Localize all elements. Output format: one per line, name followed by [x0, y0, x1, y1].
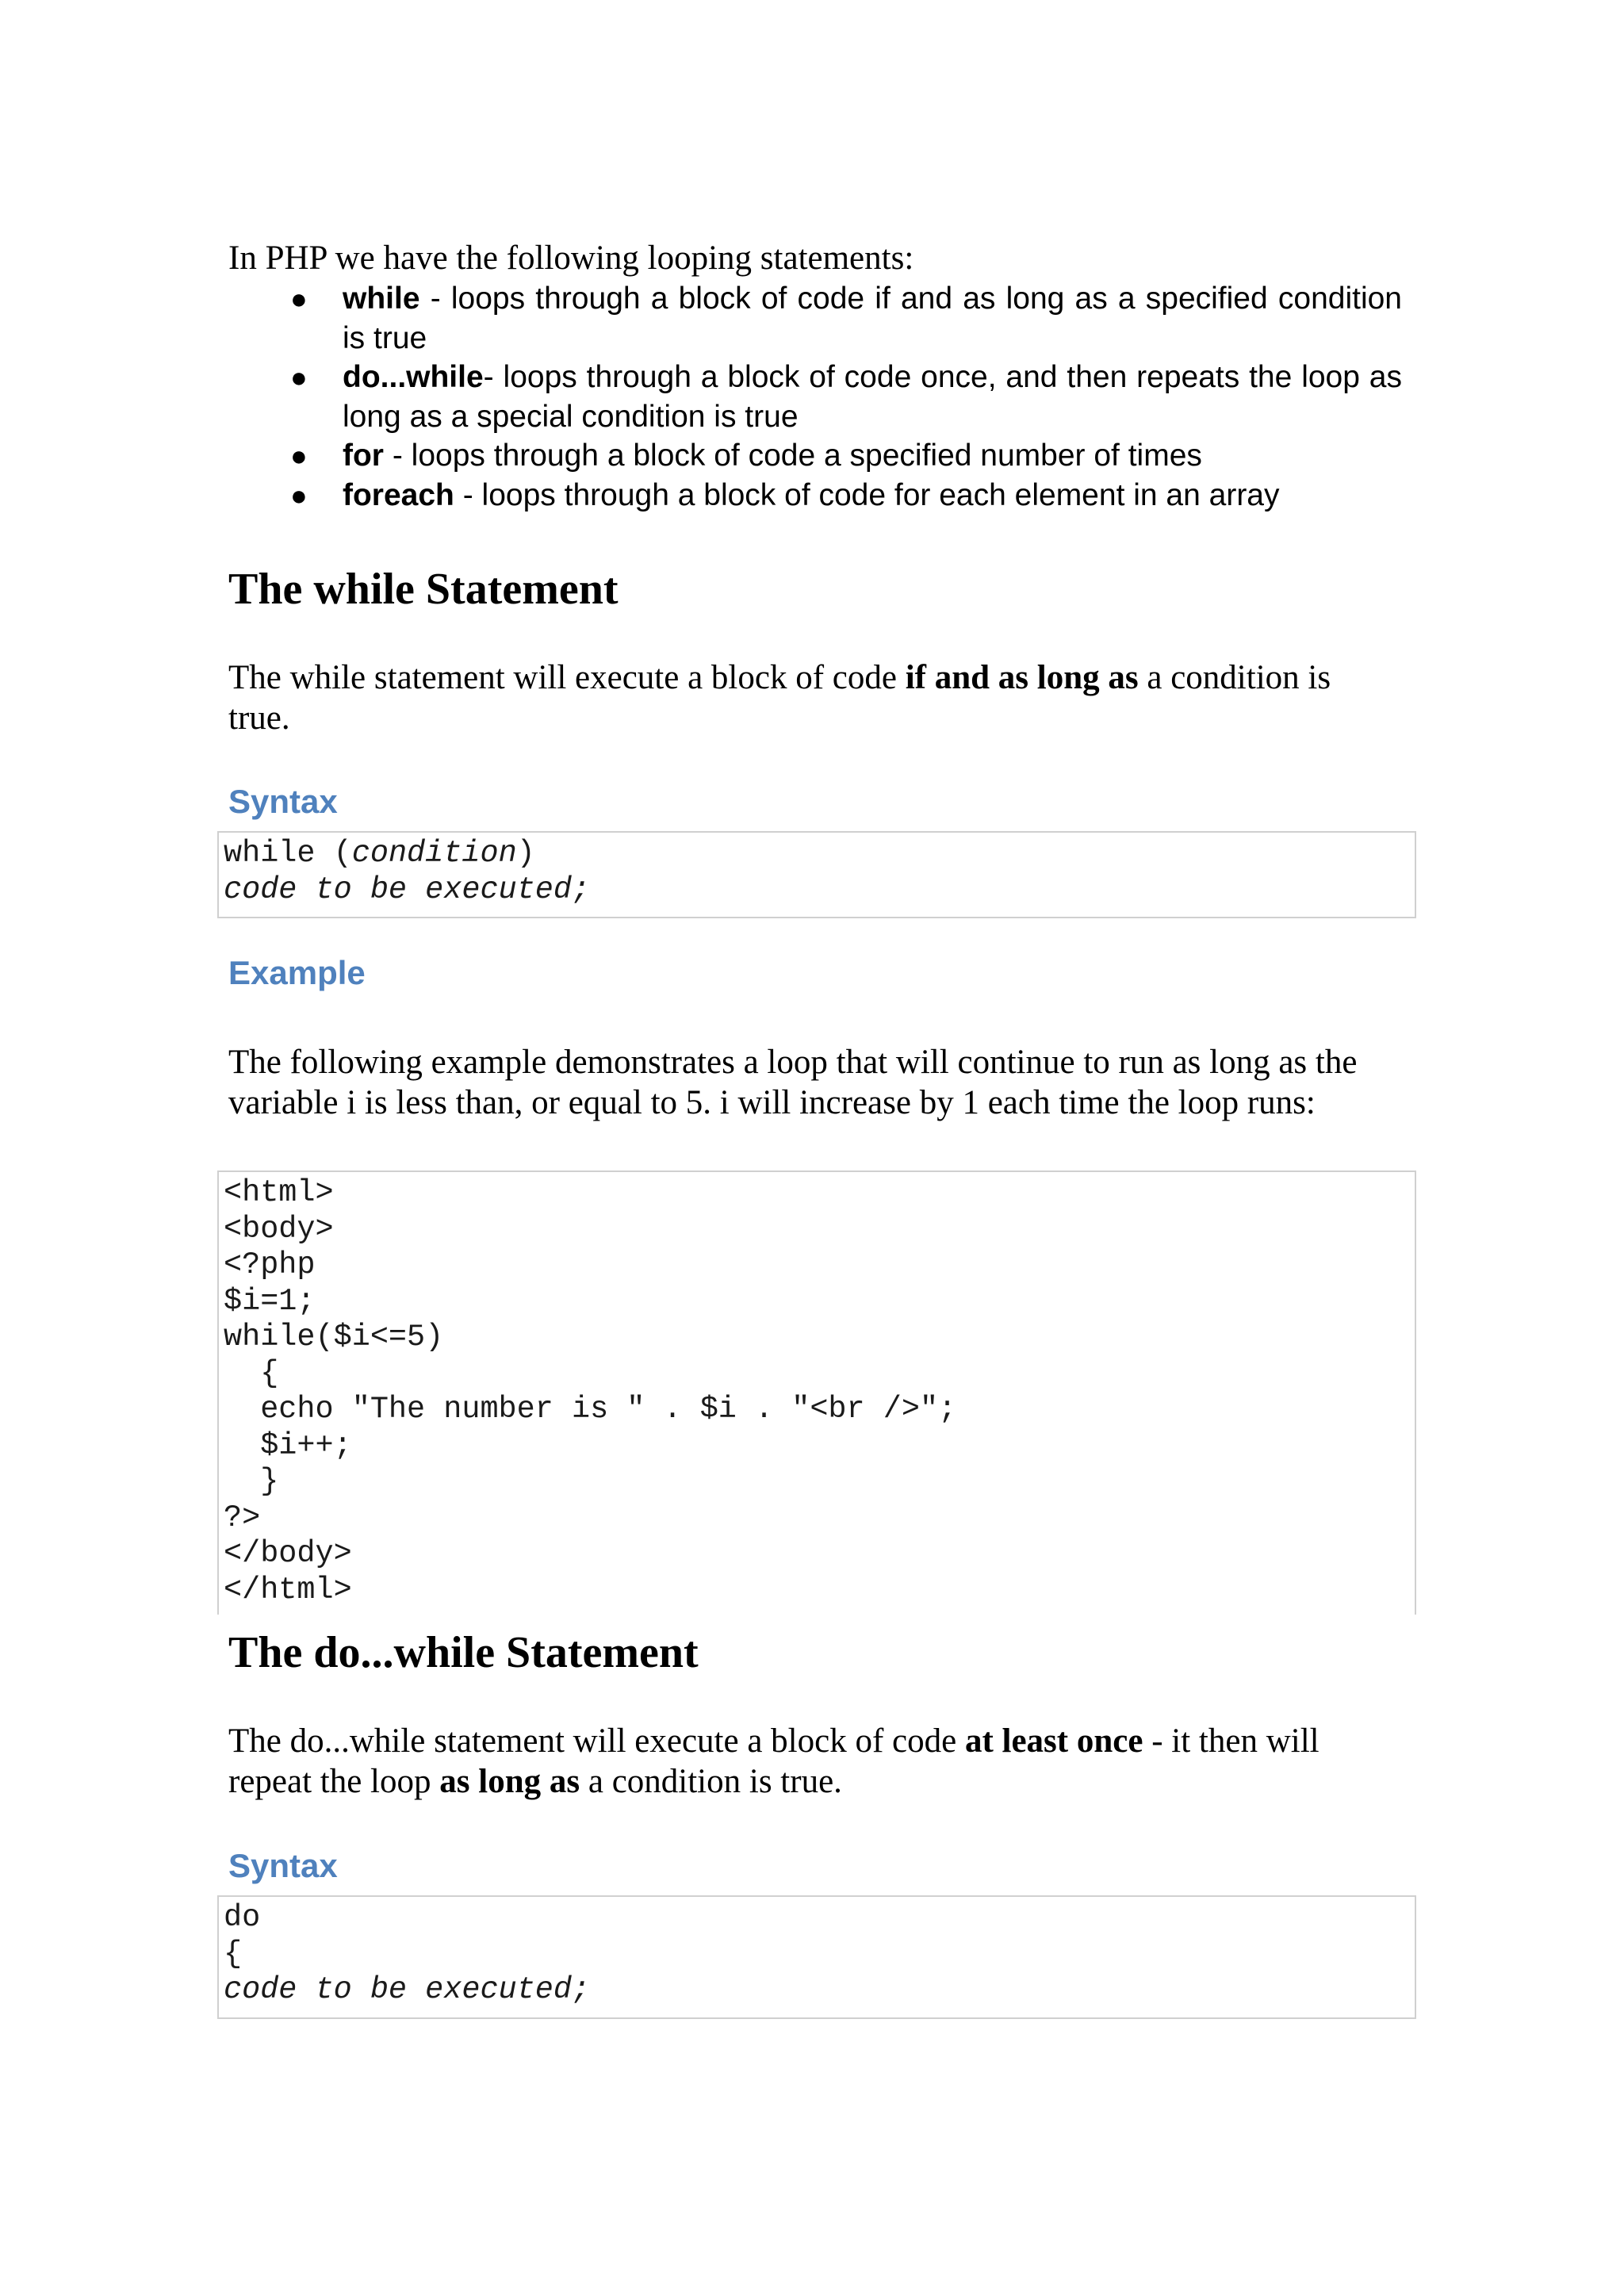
list-item: ● do...while- loops through a block of code once, and then repeats the loop as long as a special condition is true: [228, 358, 1402, 436]
code-line: do: [224, 1900, 261, 1935]
dowhile-heading: The do...while Statement: [228, 1628, 699, 1677]
loop-list: [228, 279, 1402, 515]
code-line: {: [224, 1936, 243, 1971]
list-item: ● foreach - loops through a block of code for each element in an array: [228, 476, 1402, 515]
bullet-icon: ●: [290, 361, 308, 393]
bullet-icon: ●: [290, 439, 308, 472]
dowhile-syntax-code: [217, 1895, 1416, 2019]
code-line: code to be executed;: [224, 1972, 591, 2007]
code-line: while (condition): [224, 836, 535, 871]
while-syntax-code: [217, 831, 1416, 918]
intro-text: In PHP we have the following looping statements:: [228, 239, 914, 277]
while-description: The while statement will execute a block of code if and as long as a condition is true.: [228, 659, 1331, 737]
dowhile-syntax-label: Syntax: [228, 1847, 338, 1884]
list-item: ● for - loops through a block of code a specified number of times: [228, 436, 1402, 476]
list-item: ● while - loops through a block of code if and as long as a specified condition is true: [228, 279, 1402, 358]
code-block: <html> <body> <?php $i=1; while($i<=5) { echo "The number is " . $i . "<br />"; $i++; } ?> </body> </html>: [224, 1175, 957, 1607]
while-example-description: The following example demonstrates a loop that will continue to run as long as the variable i is less than, or equal to 5. i will increase by 1 each time the loop runs:: [228, 1044, 1358, 1121]
bullet-icon: ●: [290, 282, 308, 315]
dowhile-description: The do...while statement will execute a block of code at least once - it then will repeat the loop as long as a condition is true.: [228, 1722, 1320, 1800]
bullet-icon: ●: [290, 478, 308, 511]
while-example-code: [217, 1170, 1416, 1615]
while-heading: The while Statement: [228, 565, 619, 614]
while-example-label: Example: [228, 954, 366, 991]
while-syntax-label: Syntax: [228, 783, 338, 820]
code-line: code to be executed;: [224, 872, 591, 907]
